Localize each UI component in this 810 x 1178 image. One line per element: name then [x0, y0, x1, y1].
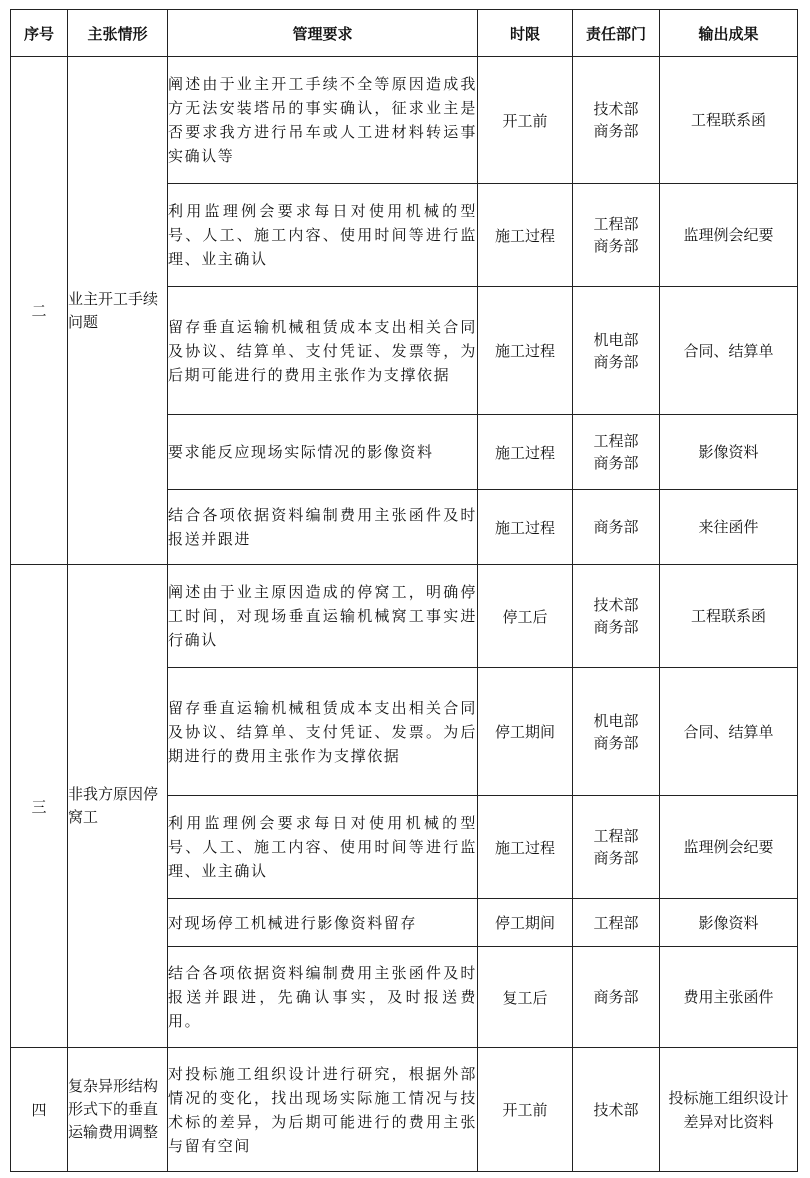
time-cell: 施工过程: [478, 415, 573, 490]
dept-line: 商务部: [593, 988, 639, 1006]
output-cell: 工程联系函: [660, 57, 798, 184]
dept-cell: [573, 668, 660, 796]
time-cell: 停工期间: [478, 899, 573, 947]
group-number: 二: [11, 57, 68, 565]
requirement-cell: 留存垂直运输机械租赁成本支出相关合同及协议、结算单、支付凭证、发票等，为后期可能进行的费用主张作为支撑依据: [168, 287, 478, 415]
requirement-cell: 结合各项依据资料编制费用主张函件及时报送并跟进: [168, 490, 478, 565]
time-cell: 开工前: [478, 1048, 573, 1172]
output-cell: 来往函件: [660, 490, 798, 565]
dept-line: 机电部: [593, 330, 639, 349]
dept-cell: [573, 415, 660, 490]
dept-line: 商务部: [593, 454, 639, 472]
dept-line: 工程部: [593, 215, 639, 233]
header-output: 输出成果: [660, 10, 798, 57]
header-dept: 责任部门: [573, 10, 660, 57]
dept-line: 工程部: [593, 827, 639, 845]
dept-cell: [573, 1048, 660, 1172]
requirement-cell: 阐述由于业主开工手续不全等原因造成我方无法安装塔吊的事实确认，征求业主是否要求我方进行吊车或人工进材料转运事实确认等: [168, 57, 478, 184]
time-cell: 施工过程: [478, 184, 573, 287]
dept-line: 商务部: [593, 618, 639, 636]
dept-line: 机电部: [593, 711, 639, 730]
time-cell: 施工过程: [478, 796, 573, 899]
requirement-cell: 对现场停工机械进行影像资料留存: [168, 899, 478, 947]
output-cell: 合同、结算单: [660, 668, 798, 796]
dept-cell: [573, 565, 660, 668]
dept-line: 工程部: [593, 432, 639, 450]
dept-cell: [573, 57, 660, 184]
time-cell: 复工后: [478, 947, 573, 1048]
output-cell: 合同、结算单: [660, 287, 798, 415]
dept-cell: [573, 899, 660, 947]
dept-line: 商务部: [593, 849, 639, 867]
table-row: [11, 57, 798, 184]
time-cell: 开工前: [478, 57, 573, 184]
header-requirement: 管理要求: [168, 10, 478, 57]
dept-cell: [573, 796, 660, 899]
requirement-cell: 对投标施工组织设计进行研究，根据外部情况的变化，找出现场实际施工情况与技术标的差异，为后期可能进行的费用主张与留有空间: [168, 1048, 478, 1172]
management-table: [10, 9, 798, 1172]
group-situation: 非我方原因停窝工: [68, 565, 168, 1048]
output-cell: 监理例会纪要: [660, 796, 798, 899]
group-situation: 业主开工手续问题: [68, 57, 168, 565]
header-time: 时限: [478, 10, 573, 57]
output-cell: 投标施工组织设计 差异对比资料: [660, 1048, 798, 1172]
time-cell: 施工过程: [478, 490, 573, 565]
dept-line: 技术部: [593, 1100, 639, 1119]
dept-line: 工程部: [593, 913, 639, 932]
requirement-cell: 利用监理例会要求每日对使用机械的型号、人工、施工内容、使用时间等进行监理、业主确认: [168, 184, 478, 287]
requirement-cell: 利用监理例会要求每日对使用机械的型号、人工、施工内容、使用时间等进行监理、业主确认: [168, 796, 478, 899]
output-cell: 监理例会纪要: [660, 184, 798, 287]
requirement-cell: 结合各项依据资料编制费用主张函件及时报送并跟进，先确认事实，及时报送费用。: [168, 947, 478, 1048]
table-row: [11, 1048, 798, 1172]
output-cell: 工程联系函: [660, 565, 798, 668]
dept-cell: [573, 287, 660, 415]
dept-line: 技术部: [593, 596, 639, 614]
time-cell: 停工后: [478, 565, 573, 668]
dept-line: 商务部: [593, 352, 639, 371]
time-cell: 施工过程: [478, 287, 573, 415]
dept-line: 商务部: [593, 518, 639, 536]
group-situation: 复杂异形结构形式下的垂直运输费用调整: [68, 1048, 168, 1172]
dept-line: 商务部: [593, 122, 639, 140]
dept-line: 商务部: [593, 733, 639, 752]
header-no: 序号: [11, 10, 68, 57]
dept-cell: [573, 490, 660, 565]
dept-line: 技术部: [593, 100, 639, 118]
time-cell: 停工期间: [478, 668, 573, 796]
requirement-cell: 阐述由于业主原因造成的停窝工，明确停工时间，对现场垂直运输机械窝工事实进行确认: [168, 565, 478, 668]
group-number: 三: [11, 565, 68, 1048]
header-situation: 主张情形: [68, 10, 168, 57]
requirement-cell: 留存垂直运输机械租赁成本支出相关合同及协议、结算单、支付凭证、发票。为后期进行的费用主张作为支撑依据: [168, 668, 478, 796]
header-row: [11, 10, 798, 57]
table-row: [11, 565, 798, 668]
group-number: 四: [11, 1048, 68, 1172]
dept-cell: [573, 947, 660, 1048]
dept-line: 商务部: [593, 237, 639, 255]
dept-cell: [573, 184, 660, 287]
output-cell: 影像资料: [660, 899, 798, 947]
output-cell: 费用主张函件: [660, 947, 798, 1048]
requirement-cell: 要求能反应现场实际情况的影像资料: [168, 415, 478, 490]
output-cell: 影像资料: [660, 415, 798, 490]
